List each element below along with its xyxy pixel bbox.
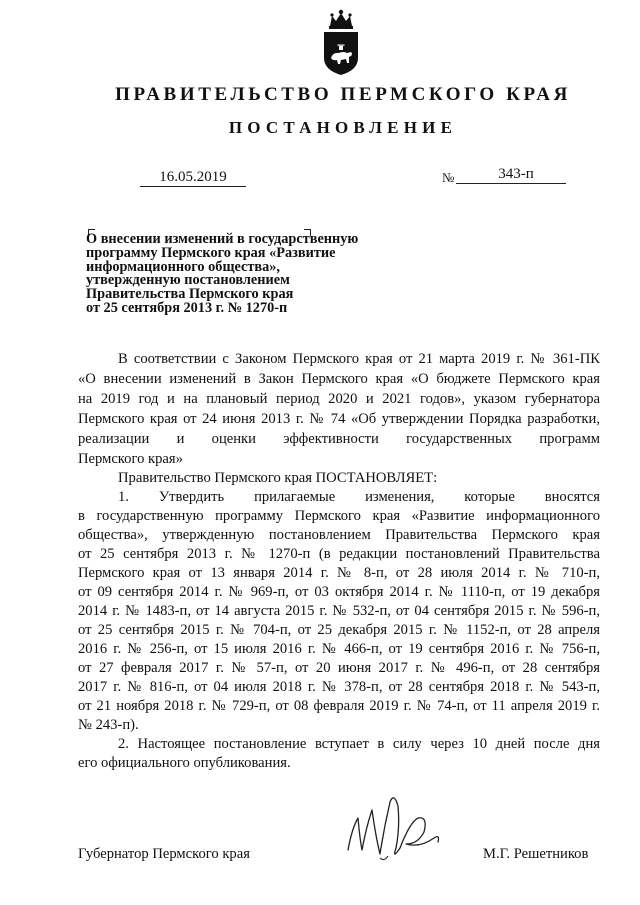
handwritten-signature: [340, 788, 450, 868]
body-line: в государственную программу Пермского края «Развитие информационного: [78, 508, 600, 524]
heading-line: программу Пермского края «Развитие: [86, 244, 336, 261]
document-type: ПОСТАНОВЛЕНИЕ: [228, 118, 458, 137]
body-line: 2017 г. № 816-п, от 04 июля 2018 г. № 378-п, от 28 сентября 2018 г. № 543-п,: [78, 679, 600, 695]
body-line: «О внесении изменений в Закон Пермского края «О бюджете Пермского края: [78, 371, 600, 387]
body-line: от 09 сентября 2014 г. № 969-п, от 03 октября 2014 г. № 1110-п, от 19 декабря: [78, 584, 600, 600]
body-line: реализации и оценки эффективности государственных программ: [78, 431, 600, 447]
body-line: Правительство Пермского края ПОСТАНОВЛЯЕТ:: [118, 470, 438, 486]
body-line: Пермского края»: [78, 451, 183, 467]
body-line: его официального опубликования.: [78, 755, 291, 771]
heading-line: О внесении изменений в государственную: [86, 231, 359, 247]
document-number: 343-п: [456, 165, 566, 184]
document-date: 16.05.2019: [140, 168, 246, 187]
body-line: Пермского края от 13 января 2014 г. № 8-п, от 28 июля 2014 г. № 710-п,: [78, 565, 600, 581]
body-line: общества», утвержденную постановлением Правительства Пермского края: [78, 527, 600, 543]
coat-of-arms-icon: [321, 8, 361, 76]
body-line: от 25 сентября 2013 г. № 1270-п (в редакции постановлений Правительства: [78, 546, 600, 562]
heading-line: информационного общества»,: [86, 258, 280, 275]
signatory-name: М.Г. Решетников: [483, 846, 589, 862]
heading-line: утвержденную постановлением: [86, 272, 290, 289]
body-line: 2014 г. № 1483-п, от 14 августа 2015 г. № 532-п, от 04 сентября 2015 г. № 596-п,: [78, 603, 600, 619]
number-sign: №: [442, 170, 455, 185]
body-line: Пермского края от 24 июня 2013 г. № 74 «Об утверждении Порядка разработки,: [78, 411, 600, 427]
body-line: В соответствии с Законом Пермского края от 21 марта 2019 г. № 361-ПК: [118, 351, 600, 367]
body-line: от 21 ноября 2018 г. № 729-п, от 08 февраля 2019 г. № 74-п, от 11 апреля 2019 г.: [78, 698, 600, 714]
body-line: на 2019 год и на плановый период 2020 и 2021 годов», указом губернатора: [78, 391, 600, 407]
government-title: ПРАВИТЕЛЬСТВО ПЕРМСКОГО КРАЯ: [115, 84, 571, 105]
body-line: 2016 г. № 256-п, от 15 июля 2016 г. № 466-п, от 19 сентября 2016 г. № 756-п,: [78, 641, 600, 657]
heading-line: Правительства Пермского края: [86, 286, 294, 303]
body-line: от 27 февраля 2017 г. № 57-п, от 20 июня 2017 г. № 496-п, от 28 сентября: [78, 660, 600, 676]
document-heading: [86, 233, 416, 316]
body-line: № 243-п).: [78, 717, 139, 733]
signatory-title: Губернатор Пермского края: [78, 846, 250, 862]
body-line: от 25 сентября 2015 г. № 704-п, от 25 декабря 2015 г. № 1152-п, от 28 апреля: [78, 622, 600, 638]
body-line: 1. Утвердить прилагаемые изменения, которые вносятся: [118, 489, 600, 505]
body-line: 2. Настоящее постановление вступает в силу через 10 дней после дня: [118, 736, 600, 752]
heading-line: от 25 сентября 2013 г. № 1270-п: [86, 299, 288, 316]
